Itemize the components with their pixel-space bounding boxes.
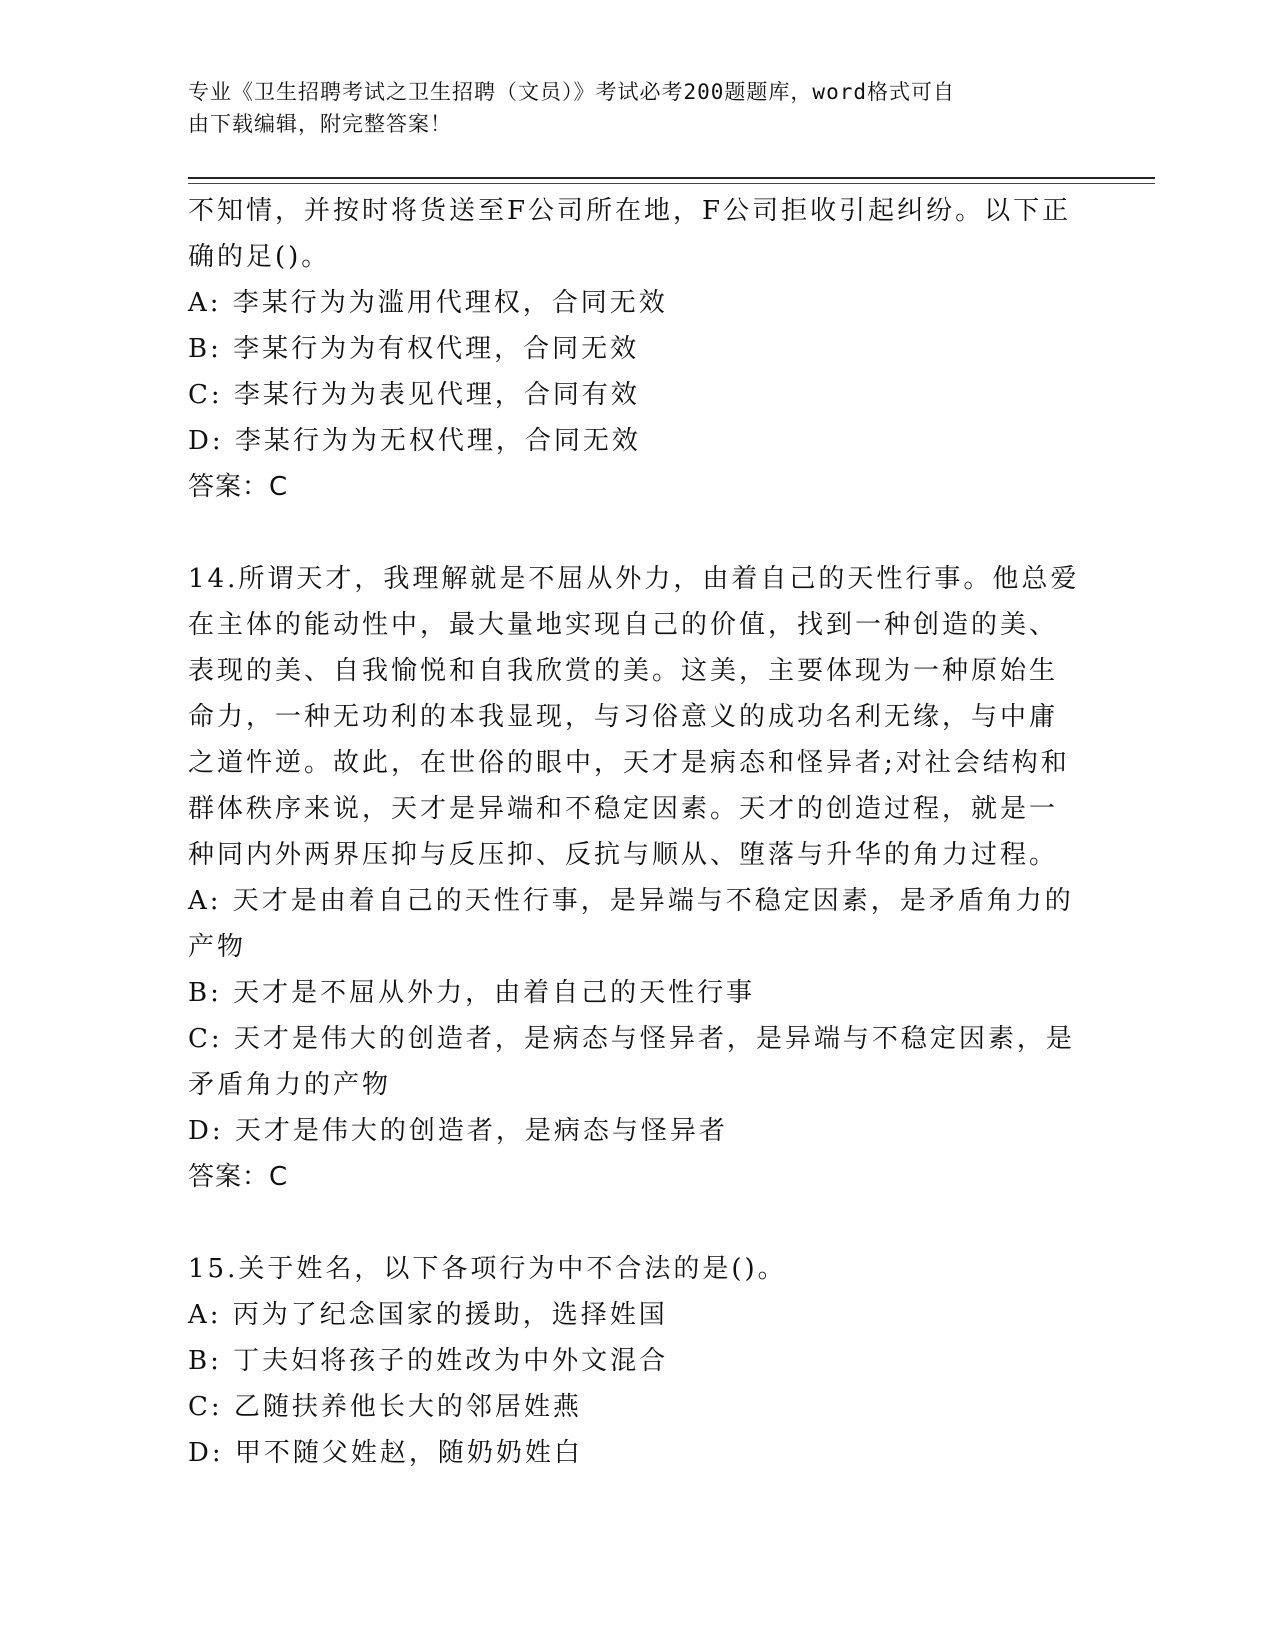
question-stem-line: 表现的美、自我愉悦和自我欣赏的美。这美，主要体现为一种原始生: [188, 656, 1059, 686]
option-c-continued: 矛盾角力的产物: [188, 1070, 392, 1100]
question-stem-line: 之道忤逆。故此，在世俗的眼中，天才是病态和怪异者;对社会结构和: [188, 748, 1070, 778]
option-b: B: 李某行为为有权代理，合同无效: [188, 334, 640, 364]
answer-label: 答案：C: [188, 1162, 289, 1192]
question-content: [188, 188, 1088, 1476]
document-header: [188, 76, 1088, 140]
answer-label: 答案：C: [188, 472, 289, 502]
header-line-2: 由下载编辑，附完整答案！: [188, 112, 452, 136]
header-divider-thin: [188, 183, 1155, 184]
question-stem-line: 15.关于姓名，以下各项行为中不合法的是()。: [188, 1254, 787, 1284]
question-14: [188, 556, 1088, 1200]
header-divider-thick: [188, 177, 1155, 179]
question-stem-line: 群体秩序来说，天才是异端和不稳定因素。天才的创造过程，就是一: [188, 794, 1059, 824]
option-d: D: 李某行为为无权代理，合同无效: [188, 426, 641, 456]
option-a: A: 李某行为为滥用代理权，合同无效: [188, 288, 668, 318]
header-line-1: 专业《卫生招聘考试之卫生招聘（文员）》考试必考200题题库，word格式可自: [188, 80, 955, 104]
question-stem-line: 命力，一种无功利的本我显现，与习俗意义的成功名利无缘，与中庸: [188, 702, 1059, 732]
option-b: B: 丁夫妇将孩子的姓改为中外文混合: [188, 1346, 669, 1376]
option-c: C: 天才是伟大的创造者，是病态与怪异者，是异端与不稳定因素，是: [188, 1024, 1075, 1054]
question-stem-line: 确的足()。: [188, 242, 331, 272]
question-spacer: [188, 1200, 1088, 1246]
option-c: C: 李某行为为表见代理，合同有效: [188, 380, 640, 410]
question-spacer: [188, 510, 1088, 556]
question-13: [188, 188, 1088, 510]
option-a-continued: 产物: [188, 932, 247, 962]
question-stem-line: 不知情，并按时将货送至F公司所在地，F公司拒收引起纠纷。以下正: [188, 196, 1072, 226]
question-stem-line: 14.所谓天才，我理解就是不屈从外力，由着自己的天性行事。他总爱: [188, 564, 1080, 594]
question-stem-line: 在主体的能动性中，最大量地实现自己的价值，找到一种创造的美、: [188, 610, 1059, 640]
option-d: D: 甲不随父姓赵，随奶奶姓白: [188, 1438, 583, 1468]
option-b: B: 天才是不屈从外力，由着自己的天性行事: [188, 978, 756, 1008]
option-a: A: 天才是由着自己的天性行事，是异端与不稳定因素，是矛盾角力的: [188, 886, 1074, 916]
question-15: [188, 1246, 1088, 1476]
option-d: D: 天才是伟大的创造者，是病态与怪异者: [188, 1116, 728, 1146]
question-stem-line: 种同内外两界压抑与反压抑、反抗与顺从、堕落与升华的角力过程。: [188, 840, 1059, 870]
option-a: A: 丙为了纪念国家的援助，选择姓国: [188, 1300, 668, 1330]
option-c: C: 乙随扶养他长大的邻居姓燕: [188, 1392, 582, 1422]
